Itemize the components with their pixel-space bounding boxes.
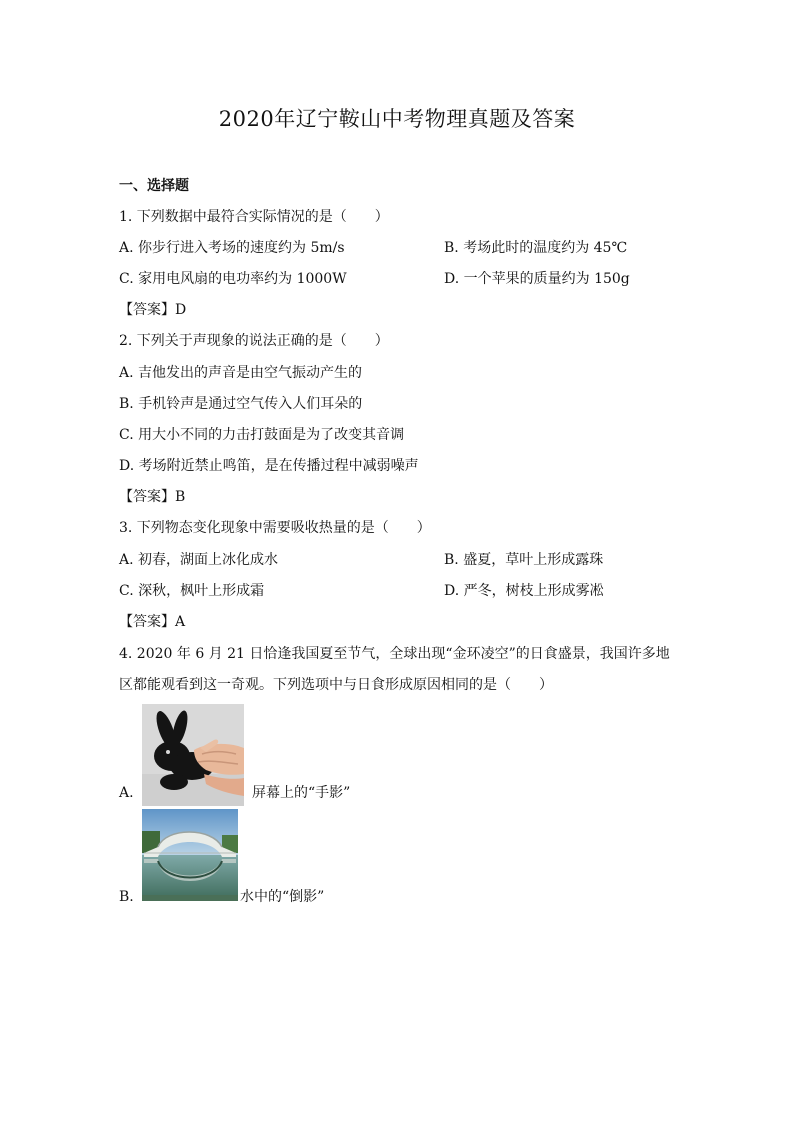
q3-option-a: A. 初春，湖面上冰化成水 [119,552,279,568]
q4-option-b-letter: B. [119,889,134,905]
q3-stem: 3. 下列物态变化现象中需要吸收热量的是（ ） [119,520,431,536]
q3-option-b: B. 盛夏，草叶上形成露珠 [444,552,604,568]
q4-option-b-caption: 水中的“倒影” [240,889,325,905]
q3-option-d: D. 严冬，树枝上形成雾凇 [444,583,604,599]
q4-option-a-caption: 屏幕上的“手影” [252,785,351,801]
q4-stem-line2: 区都能观看到这一奇观。下列选项中与日食形成原因相同的是（ ） [119,677,553,693]
hand-shadow-image [142,704,244,806]
q2-option-c: C. 用大小不同的力击打鼓面是为了改变其音调 [119,427,405,443]
section-heading: 一、选择题 [119,178,189,194]
q1-option-a: A. 你步行进入考场的速度约为 5m/s [119,240,345,256]
q3-answer: 【答案】A [119,614,186,630]
q2-option-a: A. 吉他发出的声音是由空气振动产生的 [119,365,363,381]
q1-stem: 1. 下列数据中最符合实际情况的是（ ） [119,209,389,225]
q2-answer: 【答案】B [119,489,186,505]
q1-answer: 【答案】D [119,302,187,318]
q2-stem: 2. 下列关于声现象的说法正确的是（ ） [119,333,389,349]
q3-option-c: C. 深秋，枫叶上形成霜 [119,583,265,599]
q4-stem-line1: 4. 2020 年 6 月 21 日恰逢我国夏至节气，全球出现“金环凌空”的日食盛景，我国许多地 [119,646,670,662]
q2-option-d: D. 考场附近禁止鸣笛，是在传播过程中减弱噪声 [119,458,419,474]
q1-option-d: D. 一个苹果的质量约为 150g [444,271,630,287]
q2-option-b: B. 手机铃声是通过空气传入人们耳朵的 [119,396,363,412]
q1-option-b: B. 考场此时的温度约为 45℃ [444,240,628,256]
bridge-reflection-image [142,809,238,901]
page-title: 2020年辽宁鞍山中考物理真题及答案 [218,107,576,131]
q1-option-c: C. 家用电风扇的电功率约为 1000W [119,271,347,287]
q4-option-a-letter: A. [119,785,134,801]
